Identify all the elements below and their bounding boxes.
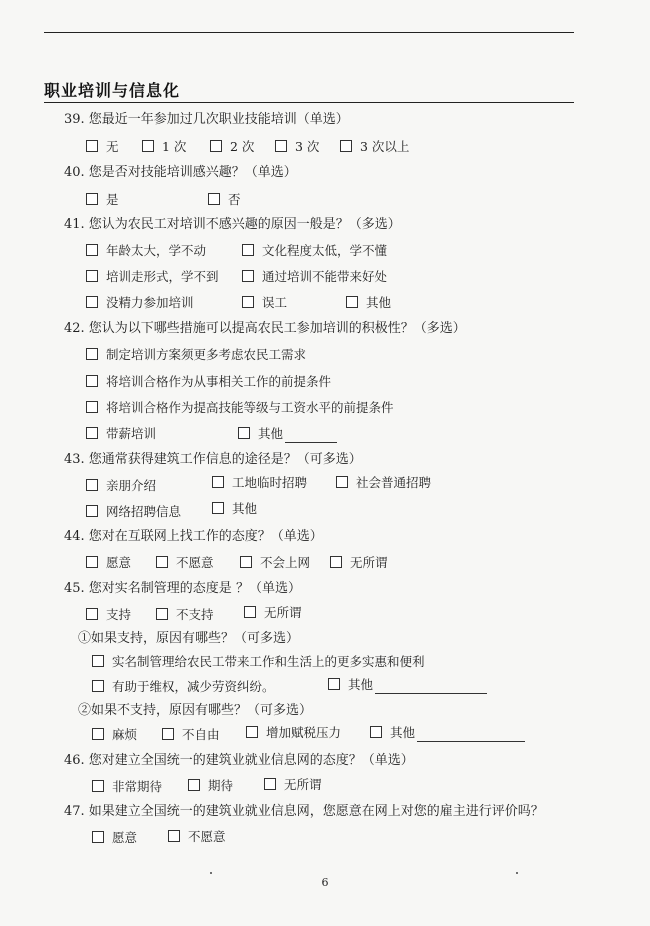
q44-option-indifferent[interactable]: 无所谓 [330, 554, 388, 572]
q47-option-unwilling[interactable]: 不愿意 [168, 828, 226, 846]
page-number: 6 [321, 876, 329, 889]
checkbox-icon[interactable] [208, 193, 220, 205]
q45-sub2-option-troublesome[interactable]: 麻烦 [92, 726, 137, 744]
q39-option-3[interactable]: 3 次 [275, 138, 319, 156]
checkbox-icon[interactable] [86, 479, 98, 491]
q41-option-age[interactable]: 年龄太大，学不动 [86, 242, 206, 260]
q39-option-2[interactable]: 2 次 [210, 138, 254, 156]
q45-sub2-option-unfree[interactable]: 不自由 [162, 726, 220, 744]
q44-option-no-internet[interactable]: 不会上网 [240, 554, 310, 572]
checkbox-icon[interactable] [86, 401, 98, 413]
checkbox-icon[interactable] [238, 427, 250, 439]
other-blank[interactable] [375, 681, 487, 694]
q39-option-3plus[interactable]: 3 次以上 [340, 138, 409, 156]
q41-option-formality[interactable]: 培训走形式，学不到 [86, 268, 219, 286]
checkbox-icon[interactable] [86, 296, 98, 308]
question-47: 47. 如果建立全国统一的建筑业就业信息网，您愿意在网上对您的雇主进行评价吗？ [64, 804, 544, 819]
checkbox-icon[interactable] [242, 270, 254, 282]
checkbox-icon[interactable] [336, 476, 348, 488]
scan-speck [516, 872, 518, 874]
checkbox-icon[interactable] [212, 476, 224, 488]
q45-sub1-option-benefit[interactable]: 实名制管理给农民工带来工作和生活上的更多实惠和便利 [92, 653, 425, 671]
q45-sub2-option-tax[interactable]: 增加赋税压力 [246, 724, 341, 742]
checkbox-icon[interactable] [92, 780, 104, 792]
question-43: 43. 您通常获得建筑工作信息的途径是？（可多选） [64, 452, 362, 467]
q43-option-public-recruit[interactable]: 社会普通招聘 [336, 474, 431, 492]
q41-option-education[interactable]: 文化程度太低，学不懂 [242, 242, 387, 260]
q43-option-site-recruit[interactable]: 工地临时招聘 [212, 474, 307, 492]
q44-option-willing[interactable]: 愿意 [86, 554, 131, 572]
q46-option-very-expect[interactable]: 非常期待 [92, 778, 162, 796]
checkbox-icon[interactable] [156, 608, 168, 620]
checkbox-icon[interactable] [346, 296, 358, 308]
question-46: 46. 您对建立全国统一的建筑业就业信息网的态度？（单选） [64, 753, 414, 768]
checkbox-icon[interactable] [86, 608, 98, 620]
checkbox-icon[interactable] [92, 831, 104, 843]
checkbox-icon[interactable] [340, 140, 352, 152]
question-45: 45. 您对实名制管理的态度是 ？（单选） [64, 581, 301, 596]
checkbox-icon[interactable] [86, 244, 98, 256]
q45-option-oppose[interactable]: 不支持 [156, 606, 214, 624]
question-39: 39. 您最近一年参加过几次职业技能培训（单选） [64, 112, 349, 127]
checkbox-icon[interactable] [92, 655, 104, 667]
q41-option-no-energy[interactable]: 没精力参加培训 [86, 294, 194, 312]
checkbox-icon[interactable] [142, 140, 154, 152]
checkbox-icon[interactable] [242, 296, 254, 308]
question-40: 40. 您是否对技能培训感兴趣？（单选） [64, 165, 297, 180]
q44-option-unwilling[interactable]: 不愿意 [156, 554, 214, 572]
checkbox-icon[interactable] [330, 556, 342, 568]
q39-option-1[interactable]: 1 次 [142, 138, 186, 156]
q45-sub1-option-other[interactable]: 其他 [328, 676, 487, 694]
scan-speck [210, 872, 212, 874]
checkbox-icon[interactable] [92, 680, 104, 692]
question-42: 42. 您认为以下哪些措施可以提高农民工参加培训的积极性？（多选） [64, 321, 466, 336]
q46-option-expect[interactable]: 期待 [188, 777, 233, 795]
other-blank[interactable] [285, 430, 337, 443]
top-rule [44, 32, 574, 33]
checkbox-icon[interactable] [244, 606, 256, 618]
q45-sub-question-2: ②如果不支持，原因有哪些？（可多选） [78, 703, 313, 718]
checkbox-icon[interactable] [86, 140, 98, 152]
q45-sub1-option-rights[interactable]: 有助于维权，减少劳资纠纷。 [92, 678, 275, 696]
q42-option-prerequisite-work[interactable]: 将培训合格作为从事相关工作的前提条件 [86, 373, 331, 391]
checkbox-icon[interactable] [240, 556, 252, 568]
section-title: 职业培训与信息化 [44, 81, 181, 100]
q47-option-willing[interactable]: 愿意 [92, 829, 137, 847]
q42-option-paid-training[interactable]: 带薪培训 [86, 425, 156, 443]
q45-option-support[interactable]: 支持 [86, 606, 131, 624]
q45-sub-question-1: ①如果支持，原因有哪些？（可多选） [78, 631, 300, 646]
checkbox-icon[interactable] [246, 726, 258, 738]
checkbox-icon[interactable] [275, 140, 287, 152]
checkbox-icon[interactable] [370, 726, 382, 738]
checkbox-icon[interactable] [242, 244, 254, 256]
checkbox-icon[interactable] [86, 348, 98, 360]
checkbox-icon[interactable] [86, 505, 98, 517]
q43-option-other[interactable]: 其他 [212, 500, 257, 518]
checkbox-icon[interactable] [86, 375, 98, 387]
section-rule [44, 102, 574, 103]
q42-option-needs[interactable]: 制定培训方案须更多考虑农民工需求 [86, 346, 306, 364]
checkbox-icon[interactable] [210, 140, 222, 152]
checkbox-icon[interactable] [86, 193, 98, 205]
checkbox-icon[interactable] [86, 270, 98, 282]
q41-option-lost-work[interactable]: 误工 [242, 294, 287, 312]
question-41: 41. 您认为农民工对培训不感兴趣的原因一般是？（多选） [64, 217, 401, 232]
q41-option-other[interactable]: 其他 [346, 294, 391, 312]
q40-option-no[interactable]: 否 [208, 191, 241, 209]
q45-sub2-option-other[interactable]: 其他 [370, 724, 525, 742]
checkbox-icon[interactable] [86, 427, 98, 439]
q40-option-yes[interactable]: 是 [86, 191, 119, 209]
checkbox-icon[interactable] [168, 830, 180, 842]
checkbox-icon[interactable] [86, 556, 98, 568]
q46-option-indifferent[interactable]: 无所谓 [264, 776, 322, 794]
q43-option-online[interactable]: 网络招聘信息 [86, 503, 181, 521]
q42-option-other[interactable]: 其他 [238, 425, 337, 443]
q42-option-prerequisite-wage[interactable]: 将培训合格作为提高技能等级与工资水平的前提条件 [86, 399, 394, 417]
checkbox-icon[interactable] [328, 678, 340, 690]
checkbox-icon[interactable] [264, 778, 276, 790]
q45-option-indifferent[interactable]: 无所谓 [244, 604, 302, 622]
checkbox-icon[interactable] [162, 728, 174, 740]
question-44: 44. 您对在互联网上找工作的态度？（单选） [64, 529, 323, 544]
checkbox-icon[interactable] [92, 728, 104, 740]
checkbox-icon[interactable] [188, 779, 200, 791]
checkbox-icon[interactable] [212, 502, 224, 514]
q39-option-none[interactable]: 无 [86, 138, 119, 156]
other-blank[interactable] [417, 729, 525, 742]
q41-option-no-benefit[interactable]: 通过培训不能带来好处 [242, 268, 387, 286]
q43-option-friends[interactable]: 亲朋介绍 [86, 477, 156, 495]
checkbox-icon[interactable] [156, 556, 168, 568]
